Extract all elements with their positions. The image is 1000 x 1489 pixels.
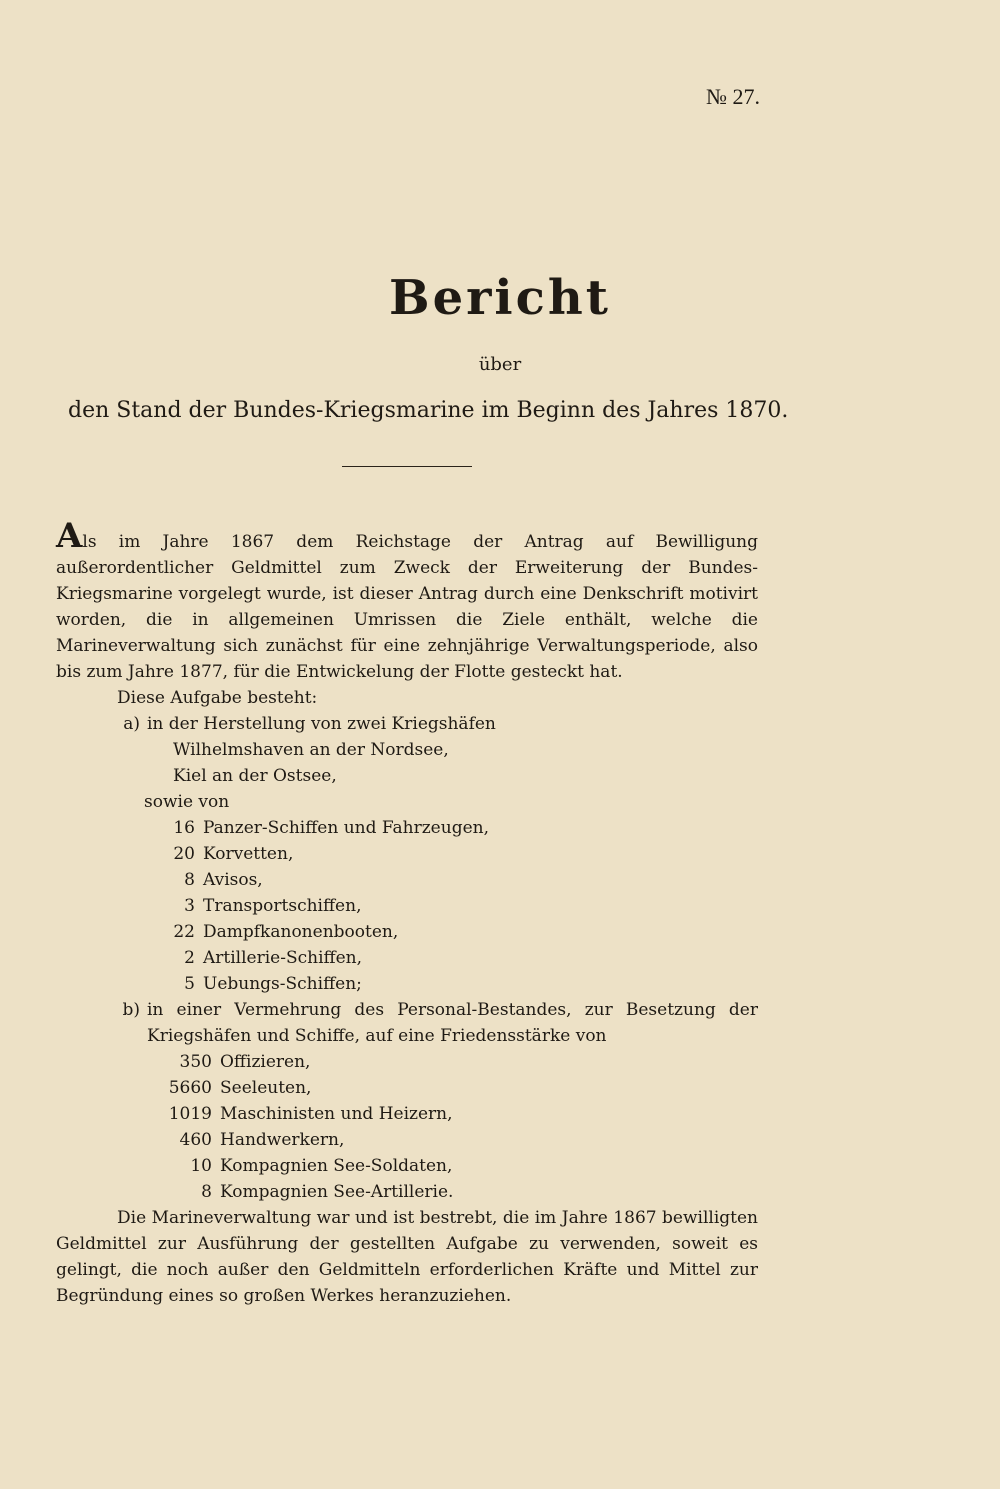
item-b-text: in einer Vermehrung des Personal-Bestandes, zur Besetzung der Kriegshäfen und Schiffe, auf eine Friedensstärke von — [147, 1000, 758, 1046]
closing-paragraph: Die Marineverwaltung war und ist bestrebt, die im Jahre 1867 bewilligten Geldmittel zur Ausführung der gestellten Aufgabe zu verwenden, soweit es gelingt, die noch außer den Geldmitteln erforderlichen Kräfte und Mittel zur Begründung eines so großen Werkes heranzuziehen. — [56, 1208, 758, 1306]
personnel-row — [56, 1101, 758, 1127]
ship-kind: Dampfkanonenbooten, — [203, 922, 399, 942]
item-a-label: a) — [123, 714, 140, 734]
personnel-kind: Kompagnien See-Soldaten, — [220, 1156, 453, 1176]
personnel-count: 1019 — [168, 1104, 212, 1124]
item-a-text: in der Herstellung von zwei Kriegshäfen — [147, 714, 496, 734]
ship-count: 20 — [173, 844, 195, 864]
ship-row — [56, 815, 758, 841]
intro-paragraph — [56, 516, 758, 685]
personnel-row — [56, 1127, 758, 1153]
document-body — [56, 516, 758, 1309]
personnel-kind: Seeleuten, — [220, 1078, 312, 1098]
personnel-row — [56, 1049, 758, 1075]
ship-kind: Artillerie-Schiffen, — [203, 948, 363, 968]
ship-list — [56, 815, 758, 997]
ship-row — [56, 971, 758, 997]
personnel-count: 8 — [201, 1182, 212, 1202]
ship-kind: Avisos, — [203, 870, 263, 890]
personnel-row — [56, 1153, 758, 1179]
item-b — [56, 997, 758, 1049]
document-title: Bericht — [389, 270, 611, 326]
personnel-kind: Maschinisten und Heizern, — [220, 1104, 453, 1124]
ship-kind: Korvetten, — [203, 844, 294, 864]
personnel-list — [56, 1049, 758, 1205]
sowie-line: sowie von — [144, 792, 230, 812]
document-subtitle: den Stand der Bundes-Kriegsmarine im Beginn des Jahres 1870. — [68, 398, 789, 423]
personnel-kind: Handwerkern, — [220, 1130, 345, 1150]
personnel-row — [56, 1075, 758, 1101]
harbor-line: Wilhelmshaven an der Nordsee, — [173, 740, 449, 760]
personnel-count: 350 — [179, 1052, 212, 1072]
ship-count: 2 — [184, 948, 195, 968]
ship-row — [56, 945, 758, 971]
ship-kind: Panzer-Schiffen und Fahrzeugen, — [203, 818, 489, 838]
item-a — [56, 711, 758, 737]
personnel-row — [56, 1179, 758, 1205]
ship-row — [56, 893, 758, 919]
drop-cap: A — [56, 516, 83, 556]
ship-count: 22 — [173, 922, 195, 942]
ship-row — [56, 841, 758, 867]
personnel-count: 10 — [190, 1156, 212, 1176]
task-intro: Diese Aufgabe besteht: — [117, 688, 318, 708]
ship-row — [56, 867, 758, 893]
ship-kind: Uebungs-Schiffen; — [203, 974, 362, 994]
personnel-count: 5660 — [168, 1078, 212, 1098]
intro-text: ls im Jahre 1867 dem Reichstage der Antrag auf Bewilligung außerordentlicher Geldmittel zum Zweck der Erweiterung der Bundes-Kriegsmarine vorgelegt wurde, ist dieser Antrag durch eine Denkschrift motivirt worden, die in allgemeinen Umrissen die Ziele enthält, welche die Marineverwaltung sich zunächst für eine zehnjährige Verwaltungsperiode, also bis zum Jahre 1877, für die Entwickelung der Flotte gesteckt hat. — [56, 532, 758, 682]
ship-count: 16 — [173, 818, 195, 838]
title-connector: über — [478, 354, 522, 375]
item-b-label: b) — [122, 1000, 140, 1020]
personnel-count: 460 — [179, 1130, 212, 1150]
title-divider — [342, 466, 472, 467]
ship-count: 5 — [184, 974, 195, 994]
page-number: № 27. — [706, 84, 760, 109]
ship-count: 8 — [184, 870, 195, 890]
ship-count: 3 — [184, 896, 195, 916]
personnel-kind: Kompagnien See-Artillerie. — [220, 1182, 454, 1202]
personnel-kind: Offizieren, — [220, 1052, 311, 1072]
harbor-line: Kiel an der Ostsee, — [173, 766, 337, 786]
ship-kind: Transportschiffen, — [203, 896, 362, 916]
ship-row — [56, 919, 758, 945]
